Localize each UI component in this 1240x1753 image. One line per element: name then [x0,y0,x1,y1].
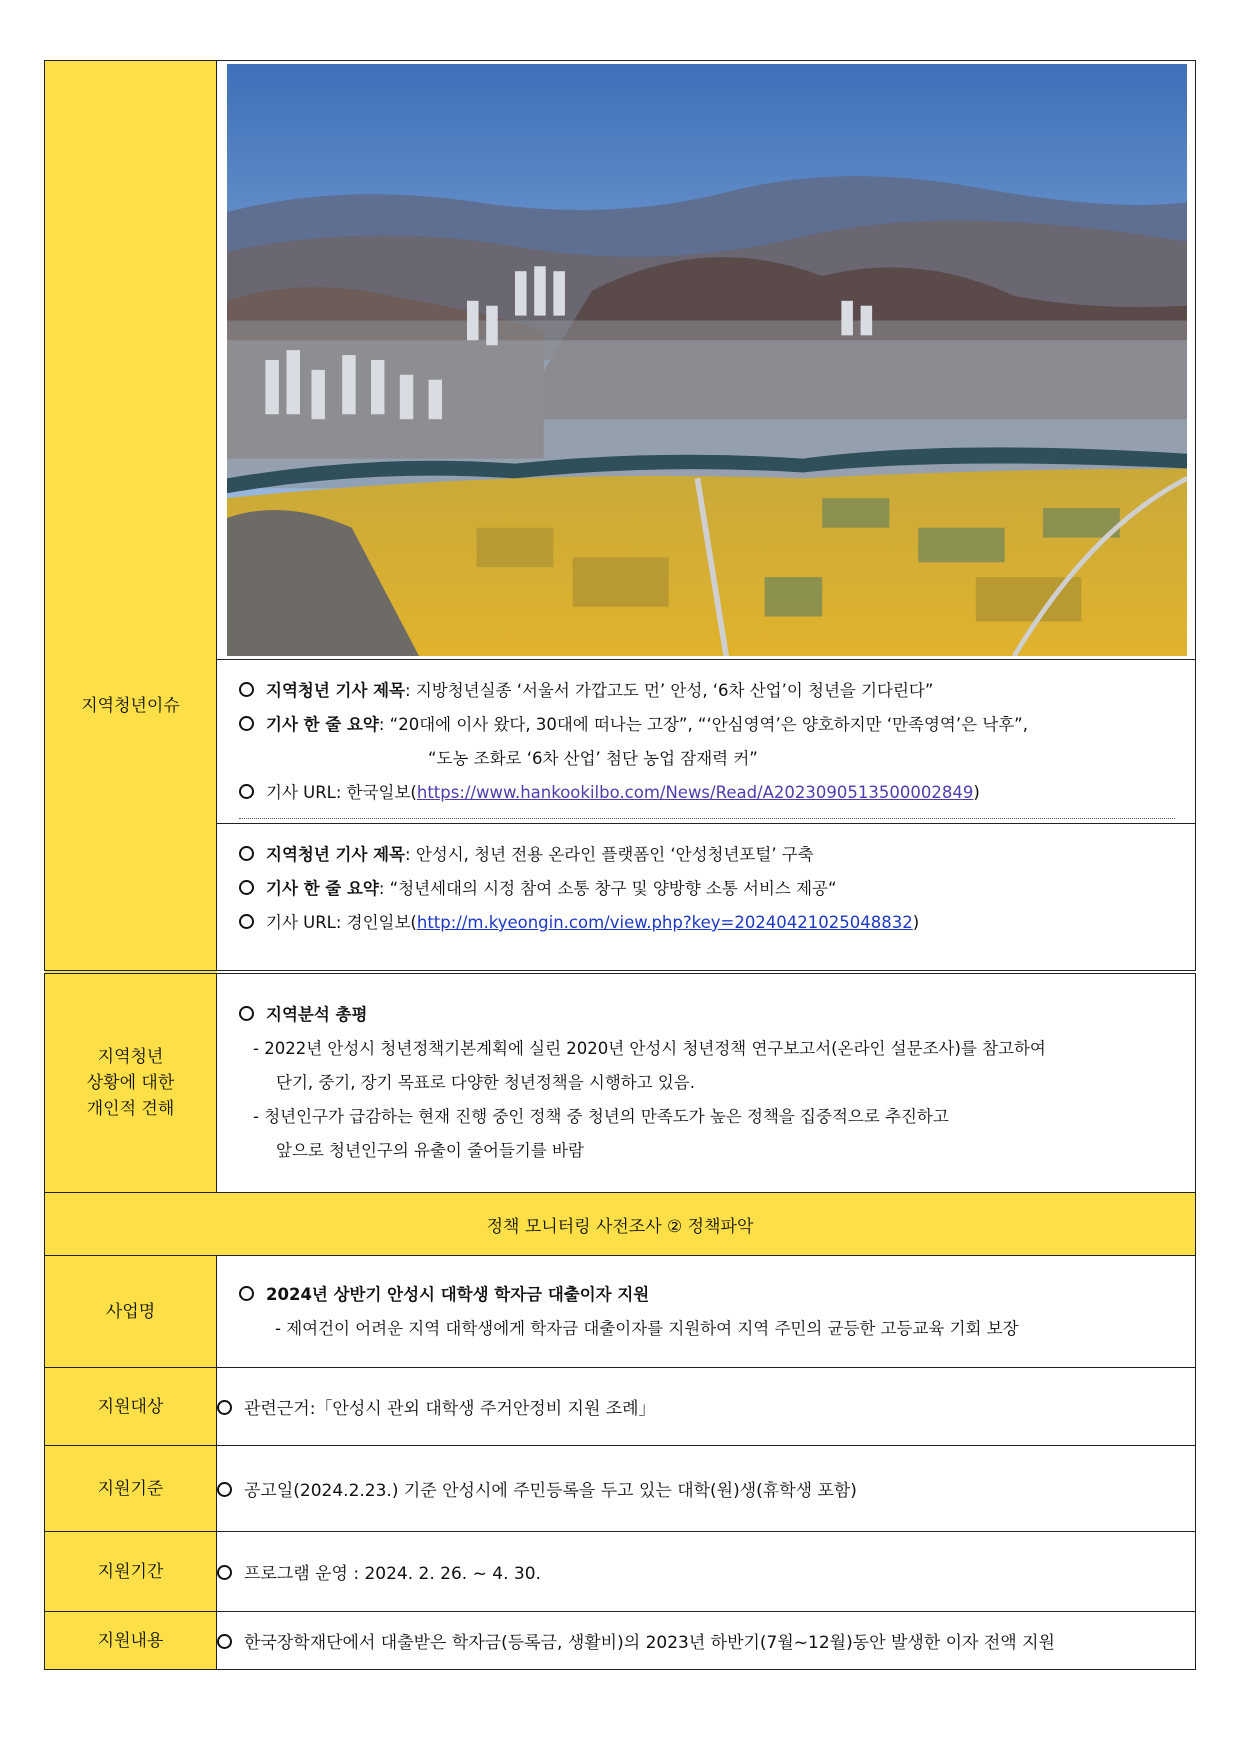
article-2-url-link[interactable]: http://m.kyeongin.com/view.php?key=20240421025048832 [416,913,913,932]
period-label: 지원기간 [45,1532,217,1612]
criteria-text: 공고일(2024.2.23.) 기준 안성시에 주민등록을 두고 있는 대학(원)생(휴학생 포함) [244,1481,857,1501]
circle-bullet-icon [217,1634,232,1649]
dotted-divider [239,818,1175,819]
circle-bullet-icon [217,1565,232,1580]
opinion-cell [217,972,1196,1193]
article-1-url-label: 기사 URL [266,783,336,802]
project-title: 2024년 상반기 안성시 대학생 학자금 대출이자 지원 [266,1284,650,1304]
period-text: 프로그램 운영 : 2024. 2. 26. ~ 4. 30. [244,1564,541,1584]
opinion-label-line1: 지역청년 [97,1047,164,1067]
circle-bullet-icon [239,1286,254,1301]
criteria-cell [217,1446,1196,1532]
photo-cell [217,61,1196,660]
content-text: 한국장학재단에서 대출받은 학자금(등록금, 생활비)의 2023년 하반기(7월~12월)동안 발생한 이자 전액 지원 [244,1633,1055,1653]
criteria-label: 지원기준 [45,1446,217,1532]
article-1-summary-line1: : “20대에 이사 왔다, 30대에 떠나는 고장”, “‘안심영역’은 양호하지만 ‘만족영역’은 낙후”, [378,715,1028,734]
circle-bullet-icon [217,1400,232,1415]
circle-bullet-icon [239,784,254,799]
article-2-summary-line1: : “청년세대의 시정 참여 소통 창구 및 양방향 소통 서비스 제공“ [378,879,837,898]
article-1-title-label: 지역청년 기사 제목 [266,681,406,700]
content-cell [217,1612,1196,1670]
circle-bullet-icon [239,682,254,697]
article-2-title-text: : 안성시, 청년 전용 온라인 플랫폼인 ‘안성청년포털’ 구축 [405,845,814,864]
article-2-url-suffix: ) [912,913,920,932]
article-1-summary-label: 기사 한 줄 요약 [266,715,379,734]
project-name-cell [217,1256,1196,1368]
article-2-url-row [239,906,1175,940]
article-2-title-label: 지역청년 기사 제목 [266,845,406,864]
circle-bullet-icon [239,914,254,929]
opinion-heading: 지역분석 총평 [266,1005,368,1024]
circle-bullet-icon [239,880,254,895]
document-page [44,60,1196,1670]
circle-bullet-icon [239,1006,254,1021]
target-cell [217,1368,1196,1446]
opinion-p1-line2: 단기, 중기, 장기 목표로 다양한 청년정책을 시행하고 있음. [276,1073,696,1092]
article-1-summary-row [239,708,1175,742]
article-2-cell [217,824,1196,973]
article-2-summary-row [239,872,1175,906]
article-2-source: : 경인일보( [335,913,417,932]
opinion-p1-line1: - 2022년 안성시 청년정책기본계획에 실린 2020년 안성시 청년정책 연구보고서(온라인 설문조사)를 참고하여 [253,1039,1046,1058]
policy-table [44,60,1196,1670]
target-label: 지원대상 [45,1368,217,1446]
article-2-summary-label: 기사 한 줄 요약 [266,879,379,898]
circle-bullet-icon [239,846,254,861]
article-1-title-text: : 지방청년실종 ‘서울서 가깝고도 먼’ 안성, ‘6차 산업’이 청년을 기다린다” [405,681,934,700]
article-1 [217,660,1195,823]
opinion-body [217,974,1195,1192]
content-label: 지원내용 [45,1612,217,1670]
target-text: 관련근거:「안성시 관외 대학생 주거안정비 지원 조례」 [244,1399,656,1419]
section-header: 정책 모니터링 사전조사 ② 정책파악 [45,1193,1196,1256]
article-2 [217,824,1195,970]
circle-bullet-icon [217,1482,232,1497]
article-1-url-link[interactable]: https://www.hankookilbo.com/News/Read/A2023090513500002849 [416,783,974,802]
article-2-url-label: 기사 URL [266,913,336,932]
opinion-label [45,972,217,1193]
opinion-label-line2: 상황에 대한 [86,1073,175,1093]
article-1-source: : 한국일보( [335,783,417,802]
region-issue-label [45,61,217,973]
project-name-label: 사업명 [45,1256,217,1368]
circle-bullet-icon [239,716,254,731]
opinion-p2-line1: - 청년인구가 급감하는 현재 진행 중인 정책 중 청년의 만족도가 높은 정책을 집중적으로 추진하고 [253,1107,949,1126]
project-name-body [217,1270,1195,1354]
article-1-title-row [239,674,1175,708]
region-issue-label-text: 지역청년이슈 [81,695,180,716]
article-1-url-suffix: ) [973,783,980,802]
article-1-cell [217,660,1196,824]
article-1-url-row [239,776,1175,810]
opinion-heading-row [239,998,1175,1032]
article-2-title-row [239,838,1175,872]
opinion-label-line3: 개인적 견해 [86,1099,175,1119]
article-1-summary-line2: “도농 조화로 ‘6차 산업’ 첨단 농업 잠재력 커” [428,749,758,768]
aerial-city-photo [227,64,1187,656]
period-cell [217,1532,1196,1612]
project-description: - 제여건이 어려운 지역 대학생에게 학자금 대출이자를 지원하여 지역 주민의 균등한 고등교육 기회 보장 [275,1318,1019,1338]
opinion-p2-line2: 앞으로 청년인구의 유출이 줄어들기를 바람 [276,1141,584,1160]
project-title-row [239,1278,1175,1312]
